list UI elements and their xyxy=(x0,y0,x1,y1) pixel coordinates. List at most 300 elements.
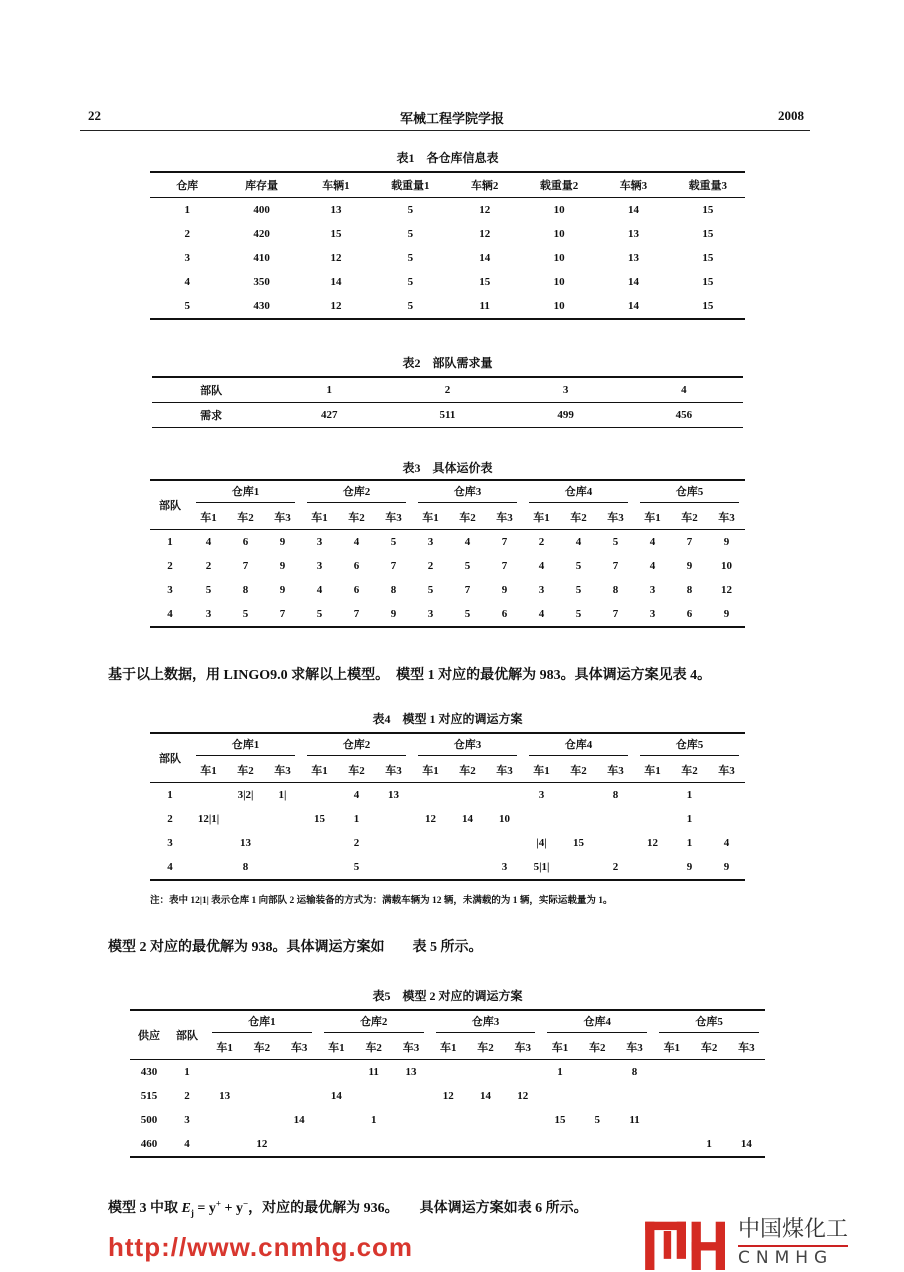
table-cell: 9 xyxy=(708,855,745,880)
vehicle-subheader: 车1 xyxy=(523,758,560,783)
row-header-label: 部队 xyxy=(150,480,190,530)
table-cell: 7 xyxy=(501,560,508,572)
table-cell: 5 xyxy=(407,252,414,264)
table-cell: 13 xyxy=(405,1066,417,1078)
formula-E: E xyxy=(181,1201,191,1216)
table-cell: 5 xyxy=(407,228,414,240)
table-cell: 10 xyxy=(522,294,596,319)
row-header: 2 xyxy=(167,560,173,572)
table-row xyxy=(150,602,745,627)
vehicle-subheader: 车3 xyxy=(728,1035,765,1060)
table-cell: 13 xyxy=(330,204,342,216)
table-row xyxy=(150,294,745,319)
table-cell: 8 xyxy=(686,584,693,596)
vehicle-subheader: 车1 xyxy=(653,1035,690,1060)
table-cell xyxy=(728,1084,765,1108)
table4-caption: 表4 模型 1 对应的调运方案 xyxy=(372,712,523,726)
table-cell: 1 xyxy=(686,813,693,825)
group-label: 仓库3 xyxy=(418,483,517,503)
table-cell: 14 xyxy=(479,252,491,264)
table-cell xyxy=(708,783,745,808)
table-cell: 10 xyxy=(499,813,510,825)
table-cell: |4| xyxy=(536,837,547,849)
table-cell: 3 xyxy=(316,536,323,548)
vehicle-subheader: 车3 xyxy=(375,758,412,783)
table-cell xyxy=(541,1132,578,1157)
table-cell: 13 xyxy=(240,837,251,849)
table-cell: 5 xyxy=(205,584,212,596)
vehicle-subheader: 车2 xyxy=(671,758,708,783)
table-cell: 3 xyxy=(412,602,449,627)
table-cell: 15 xyxy=(479,276,491,288)
row-header-label: 供应 xyxy=(130,1010,168,1060)
table-cell xyxy=(579,1132,616,1157)
table-cell: 5 xyxy=(390,536,397,548)
table-cell: 9 xyxy=(501,584,508,596)
vehicle-subheader: 车1 xyxy=(634,505,671,530)
vehicle-subheader: 车3 xyxy=(264,758,301,783)
vehicle-subheader: 车1 xyxy=(206,1035,243,1060)
table-cell xyxy=(597,807,634,831)
table-cell: 13 xyxy=(388,789,399,801)
row-header: 2 xyxy=(167,813,173,825)
group-label: 仓库1 xyxy=(212,1013,312,1033)
table-row xyxy=(150,270,745,294)
table-cell xyxy=(690,1108,727,1132)
table-cell: 12 xyxy=(425,813,436,825)
group-label: 仓库5 xyxy=(640,483,739,503)
warehouse-group-header xyxy=(634,480,745,505)
table-cell xyxy=(227,807,264,831)
table-cell: 12 xyxy=(330,252,342,264)
table-cell: 5 xyxy=(427,584,434,596)
vehicle-subheader: 车3 xyxy=(708,505,745,530)
table-row xyxy=(150,807,745,831)
table-cell: 15 xyxy=(330,228,342,240)
table-cell: 2 xyxy=(388,377,506,403)
table-cell xyxy=(560,783,597,808)
table-cell: 1 xyxy=(686,789,693,801)
table-cell: 5 xyxy=(338,855,375,880)
group-label: 仓库1 xyxy=(196,483,295,503)
table-cell xyxy=(318,1060,355,1085)
table-cell xyxy=(206,1132,243,1157)
table-cell: 5 xyxy=(407,204,414,216)
table-cell xyxy=(392,1108,429,1132)
table-cell: 10 xyxy=(553,276,565,288)
warehouse-group-header xyxy=(190,733,301,758)
table-cell: 5 xyxy=(449,602,486,627)
logo-cn-text: 中国煤化工 xyxy=(738,1217,849,1242)
table-cell: 11 xyxy=(629,1114,640,1126)
table-cell: 4 xyxy=(523,602,560,627)
table-cell: 5 xyxy=(612,536,619,548)
table-cell: 10 xyxy=(553,204,565,216)
group-label: 仓库3 xyxy=(436,1013,536,1033)
page-number: 22 xyxy=(88,108,101,123)
warehouse-group-header xyxy=(430,1010,542,1035)
table-cell: 5 xyxy=(575,560,582,572)
table-cell: 4 xyxy=(316,584,323,596)
table-cell: 4 xyxy=(649,536,656,548)
table-cell xyxy=(560,855,597,880)
table-cell: 3 xyxy=(634,602,671,627)
table-cell xyxy=(653,1084,690,1108)
table-cell xyxy=(392,1132,429,1157)
table-cell xyxy=(190,783,227,808)
table-cell xyxy=(375,831,412,855)
table-cell: 7 xyxy=(338,602,375,627)
table-cell xyxy=(430,1132,467,1157)
table-cell: 15 xyxy=(573,837,584,849)
formula-sub: j xyxy=(190,1207,194,1218)
table-cell xyxy=(449,831,486,855)
table-cell: 12 xyxy=(243,1132,280,1157)
table-cell: 7 xyxy=(464,584,471,596)
table-cell: 12|1| xyxy=(197,813,220,825)
formula-eq: = y xyxy=(193,1201,216,1216)
table-row xyxy=(152,403,743,428)
table-cell: 3 xyxy=(649,584,656,596)
column-header: 库存量 xyxy=(224,172,298,198)
warehouse-group-header xyxy=(412,480,523,505)
column-header: 车辆1 xyxy=(299,172,373,198)
table-row xyxy=(150,578,745,602)
table-cell: 2 xyxy=(597,855,634,880)
vehicle-subheader: 车2 xyxy=(227,758,264,783)
table1-caption: 表1 各仓库信息表 xyxy=(396,151,499,165)
table-cell: 14 xyxy=(330,1090,342,1102)
table-cell: 11 xyxy=(448,294,522,319)
table5-caption: 表5 模型 2 对应的调运方案 xyxy=(372,989,523,1003)
table-row xyxy=(130,1084,765,1108)
cnmhg-logo xyxy=(640,1217,855,1271)
table-cell: 3 xyxy=(190,602,227,627)
vehicle-subheader: 车1 xyxy=(541,1035,578,1060)
table-cell: 3 xyxy=(427,536,434,548)
table-cell xyxy=(504,1132,541,1157)
table-cell xyxy=(653,1108,690,1132)
formula-mid: + y xyxy=(220,1201,243,1216)
warehouse-group-header xyxy=(634,733,745,758)
table-cell: 14 xyxy=(330,276,342,288)
journal-title: 军械工程学院学报 xyxy=(399,111,504,126)
row-header: 1 xyxy=(167,789,173,801)
table-cell: 5 xyxy=(560,602,597,627)
vehicle-subheader: 车1 xyxy=(412,505,449,530)
table-cell: 14 xyxy=(293,1114,305,1126)
subheader-row xyxy=(130,1035,765,1060)
table-cell: 5 xyxy=(575,584,582,596)
vehicle-subheader: 车3 xyxy=(264,505,301,530)
table-cell xyxy=(523,807,560,831)
table-cell xyxy=(467,1132,504,1157)
vehicle-subheader: 车3 xyxy=(281,1035,318,1060)
table-cell: 4 xyxy=(464,536,471,548)
vehicle-subheader: 车2 xyxy=(690,1035,727,1060)
table-cell: 4 xyxy=(723,837,730,849)
table-cell: 410 xyxy=(253,252,270,264)
warehouse-group-header xyxy=(301,480,412,505)
table2-caption: 表2 部队需求量 xyxy=(402,356,493,370)
table-cell xyxy=(467,1108,504,1132)
table-cell: 10 xyxy=(553,252,565,264)
table-cell xyxy=(653,1060,690,1085)
row-header: 460 xyxy=(130,1132,168,1157)
table-cell: 3|2| xyxy=(237,789,254,801)
table-cell: 9 xyxy=(375,602,412,627)
row-header: 3 xyxy=(167,837,173,849)
table-cell xyxy=(690,1060,727,1085)
table-cell: 8 xyxy=(631,1066,638,1078)
table-cell: 11 xyxy=(368,1066,379,1078)
group-label: 仓库1 xyxy=(196,736,295,756)
group-header-row xyxy=(130,1010,765,1035)
year: 2008 xyxy=(778,108,804,123)
table-cell: 7 xyxy=(612,560,619,572)
table-cell: 9 xyxy=(279,584,286,596)
vehicle-subheader: 车1 xyxy=(412,758,449,783)
header-row xyxy=(150,172,745,198)
vehicle-subheader: 车1 xyxy=(523,505,560,530)
table-cell xyxy=(430,1060,467,1085)
vehicle-subheader: 车3 xyxy=(616,1035,653,1060)
table-cell: 14 xyxy=(627,204,639,216)
table-cell xyxy=(243,1084,280,1108)
table-cell xyxy=(690,1084,727,1108)
table-cell: 8 xyxy=(612,584,619,596)
warehouse-group-header xyxy=(206,1010,318,1035)
group-label: 仓库2 xyxy=(307,736,406,756)
warehouse-group-header xyxy=(301,733,412,758)
table-row xyxy=(150,831,745,855)
column-header: 仓库 xyxy=(150,172,224,198)
table-cell xyxy=(206,1060,243,1085)
row-header: 515 xyxy=(140,1090,158,1102)
table-cell: 12 xyxy=(647,837,658,849)
table-cell xyxy=(412,855,449,880)
table-cell: 3 xyxy=(538,789,545,801)
table-cell: 4 xyxy=(184,276,190,288)
paragraph-model1: 基于以上数据，用 LINGO9.0 求解以上模型。 模型 1 对应的最优解为 983。具体调运方案见表 4。 xyxy=(108,668,712,683)
table-cell xyxy=(728,1060,765,1085)
table5-model2-plan xyxy=(130,1009,765,1158)
table-cell: 1 xyxy=(557,1066,563,1078)
table-cell: 5 xyxy=(150,294,224,319)
table-cell: 1 xyxy=(690,1132,727,1157)
table-cell xyxy=(449,783,486,808)
vehicle-subheader: 车3 xyxy=(504,1035,541,1060)
table-cell: 400 xyxy=(253,204,270,216)
table-cell: 8 xyxy=(227,855,264,880)
table-cell xyxy=(392,1084,429,1108)
table-cell: 7 xyxy=(501,536,508,548)
table-cell: 1 xyxy=(184,204,190,216)
table-cell: 2 xyxy=(184,228,190,240)
vehicle-subheader: 车2 xyxy=(467,1035,504,1060)
group-label: 仓库4 xyxy=(529,483,628,503)
vehicle-subheader: 车3 xyxy=(375,505,412,530)
table-cell xyxy=(504,1108,541,1132)
table-cell xyxy=(467,1060,504,1085)
group-label: 仓库5 xyxy=(640,736,739,756)
table-cell xyxy=(301,855,338,880)
table-cell: 6 xyxy=(486,602,523,627)
vehicle-subheader: 车1 xyxy=(301,758,338,783)
formula-plus: + xyxy=(215,1198,221,1209)
table-cell: 8 xyxy=(390,584,397,596)
vehicle-subheader: 车1 xyxy=(318,1035,355,1060)
table-cell: 4 xyxy=(538,560,545,572)
group-label: 仓库3 xyxy=(418,736,517,756)
warehouse-group-header xyxy=(190,480,301,505)
table-cell: 5 xyxy=(407,276,414,288)
row-header: 需求 xyxy=(152,403,270,428)
formula-minus: − xyxy=(242,1198,249,1209)
table-cell: 1 xyxy=(686,837,693,849)
table-cell: 15 xyxy=(702,204,714,216)
table-cell: 14 xyxy=(728,1132,765,1157)
table-cell: 14 xyxy=(479,1090,491,1102)
table-cell: 4 xyxy=(205,536,212,548)
table-cell: 15 xyxy=(702,228,714,240)
table-cell: 2 xyxy=(427,560,434,572)
table-cell: 4 xyxy=(353,536,360,548)
table-row xyxy=(150,530,745,555)
table-cell: 12 xyxy=(479,228,491,240)
row-header-label: 部队 xyxy=(168,1010,206,1060)
table-cell: 1 xyxy=(270,377,388,403)
warehouse-group-header xyxy=(541,1010,653,1035)
table-cell: 9 xyxy=(279,560,286,572)
table-cell xyxy=(486,783,523,808)
logo-divider xyxy=(738,1245,848,1247)
vehicle-subheader: 车2 xyxy=(560,505,597,530)
table-cell: 7 xyxy=(686,536,693,548)
vehicle-subheader: 车1 xyxy=(634,758,671,783)
table-cell: 1 xyxy=(370,1114,377,1126)
table-cell: 1| xyxy=(278,789,287,801)
warehouse-group-header xyxy=(412,733,523,758)
table-cell: 15 xyxy=(671,294,745,319)
table-cell: 13 xyxy=(627,228,639,240)
vehicle-subheader: 车2 xyxy=(227,505,264,530)
table1-warehouse-info xyxy=(150,171,745,320)
table-row xyxy=(130,1060,765,1085)
table-cell xyxy=(243,1108,280,1132)
table-cell: 3 xyxy=(316,560,323,572)
para3-prefix: 模型 3 中取 xyxy=(108,1201,182,1216)
table-cell xyxy=(653,1132,690,1157)
para3-suffix: ，对应的最优解为 936。 具体调运方案如表 6 所示。 xyxy=(248,1201,588,1216)
table-cell: 4 xyxy=(649,560,656,572)
table-cell: 9 xyxy=(708,602,745,627)
table-cell: 8 xyxy=(612,789,619,801)
column-header: 车辆3 xyxy=(596,172,670,198)
table-cell xyxy=(616,1084,653,1108)
table-cell: 10 xyxy=(553,228,565,240)
table-cell: 4 xyxy=(575,536,582,548)
table-cell: 9 xyxy=(671,855,708,880)
table-cell: 3 xyxy=(507,377,625,403)
table4-model1-plan xyxy=(150,732,745,881)
table-cell xyxy=(264,855,301,880)
table-row xyxy=(150,554,745,578)
group-label: 仓库4 xyxy=(547,1013,647,1033)
watermark-url: http://www.cnmhg.com xyxy=(108,1232,414,1262)
table-cell: 7 xyxy=(390,560,397,572)
table-cell: 3 xyxy=(538,584,545,596)
table-row xyxy=(150,855,745,880)
table-cell: 9 xyxy=(686,560,693,572)
vehicle-subheader: 车3 xyxy=(597,758,634,783)
table-cell xyxy=(430,1108,467,1132)
table-cell xyxy=(190,831,227,855)
vehicle-subheader: 车3 xyxy=(597,505,634,530)
table-cell xyxy=(355,1132,392,1157)
group-label: 仓库2 xyxy=(324,1013,424,1033)
table-cell: 12 xyxy=(517,1090,529,1102)
table-cell: 10 xyxy=(721,560,732,572)
table-cell xyxy=(318,1132,355,1157)
row-header: 部队 xyxy=(152,377,270,403)
table-cell xyxy=(634,855,671,880)
table-cell: 456 xyxy=(625,403,743,428)
table-cell: 7 xyxy=(264,602,301,627)
table-cell xyxy=(355,1084,392,1108)
table-cell xyxy=(634,807,671,831)
subheader-row xyxy=(150,505,745,530)
warehouse-group-header xyxy=(318,1010,430,1035)
table-cell xyxy=(708,807,745,831)
table-cell xyxy=(412,831,449,855)
paragraph-model3 xyxy=(108,1197,588,1218)
vehicle-subheader: 车2 xyxy=(449,758,486,783)
row-header: 1 xyxy=(184,1066,190,1078)
row-header: 4 xyxy=(150,602,190,627)
table-cell xyxy=(281,1060,318,1085)
table-cell: 15 xyxy=(702,252,714,264)
vehicle-subheader: 车2 xyxy=(671,505,708,530)
table-cell: 430 xyxy=(224,294,298,319)
vehicle-subheader: 车1 xyxy=(190,505,227,530)
table-cell xyxy=(579,1084,616,1108)
vehicle-subheader: 车3 xyxy=(486,505,523,530)
row-header: 1 xyxy=(167,536,173,548)
table-cell xyxy=(318,1108,355,1132)
table-cell: 499 xyxy=(507,403,625,428)
table-cell xyxy=(412,783,449,808)
table-cell: 3 xyxy=(486,855,523,880)
table-cell xyxy=(597,831,634,855)
table-cell xyxy=(504,1060,541,1085)
table-cell: 12 xyxy=(299,294,373,319)
column-header: 载重量2 xyxy=(522,172,596,198)
table-cell: 15 xyxy=(702,276,714,288)
table-cell: 420 xyxy=(253,228,270,240)
logo-en-text: CNMHG xyxy=(738,1248,834,1268)
vehicle-subheader: 车2 xyxy=(560,758,597,783)
table-cell xyxy=(560,807,597,831)
table-row xyxy=(150,198,745,223)
table-cell: 2 xyxy=(205,560,212,572)
table-cell xyxy=(206,1108,243,1132)
table-cell: 1 xyxy=(353,813,360,825)
table4-note: 注：表中 12|1| 表示仓库 1 向部队 2 运输装备的方式为：满载车辆为 12 辆，未满载的为 1 辆，实际运载量为 1。 xyxy=(150,896,613,906)
vehicle-subheader: 车2 xyxy=(449,505,486,530)
table-cell xyxy=(541,1084,578,1108)
table-cell: 9 xyxy=(723,536,730,548)
